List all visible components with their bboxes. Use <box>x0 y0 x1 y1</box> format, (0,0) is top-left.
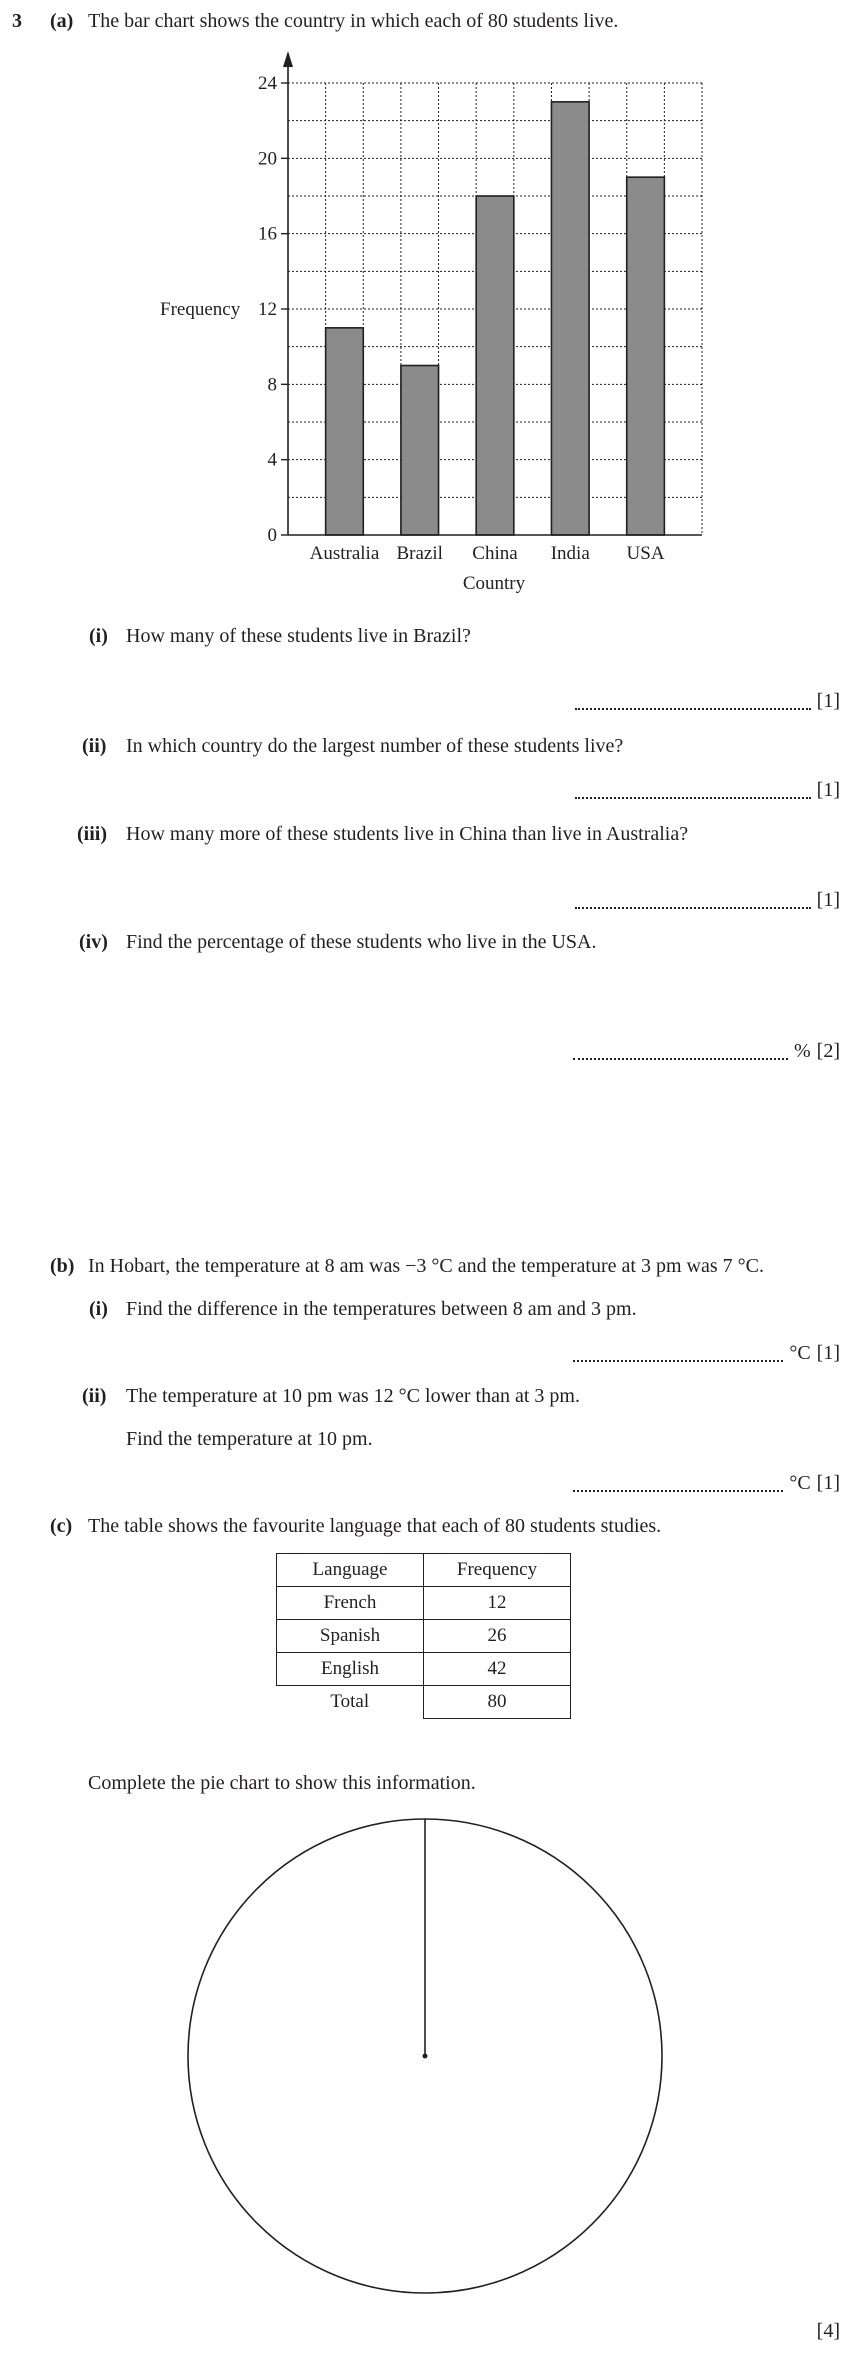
unit: °C <box>789 1342 811 1364</box>
answer-field[interactable] <box>573 1058 788 1060</box>
part-a-iii-label: (iii) <box>77 823 107 845</box>
bar-usa <box>627 177 665 535</box>
answer-line-a-iii <box>575 889 840 912</box>
table-header-row <box>277 1554 571 1587</box>
table-cell: 12 <box>424 1587 571 1620</box>
part-a-iii-text: How many more of these students live in China than live in Australia? <box>126 823 689 845</box>
part-a-iv-label: (iv) <box>79 931 108 953</box>
mark: [1] <box>816 1472 840 1494</box>
table-total-row <box>277 1686 571 1719</box>
answer-field[interactable] <box>573 1490 783 1492</box>
chart-bars <box>326 102 665 535</box>
answer-field[interactable] <box>575 708 811 710</box>
answer-line-b-ii <box>573 1472 840 1495</box>
table-total-label: Total <box>330 1691 370 1713</box>
bar-brazil <box>401 366 439 536</box>
bar-india <box>551 102 589 535</box>
language-table <box>276 1553 571 1719</box>
table-row <box>277 1653 571 1686</box>
mark: [1] <box>816 779 840 801</box>
part-b-label: (b) <box>50 1255 75 1277</box>
table-cell: Spanish <box>277 1620 424 1653</box>
y-tick-label: 4 <box>267 449 277 471</box>
unit: % <box>794 1040 811 1062</box>
table-total-value: 80 <box>424 1686 571 1719</box>
answer-line-a-i <box>575 690 840 713</box>
x-tick-label: Australia <box>309 543 380 564</box>
part-a-ii-label: (ii) <box>82 735 107 757</box>
part-b-i-label: (i) <box>89 1298 108 1320</box>
part-b-i-text: Find the difference in the temperatures between 8 am and 3 pm. <box>126 1298 637 1320</box>
bar-australia <box>326 328 364 535</box>
chart-x-ticks <box>310 543 665 564</box>
part-b-ii-text2: Find the temperature at 10 pm. <box>126 1428 373 1450</box>
y-tick-label: 8 <box>267 374 277 396</box>
bar-chart <box>0 40 853 600</box>
x-tick-label: Brazil <box>396 543 443 564</box>
mark: [2] <box>816 1040 840 1062</box>
mark: [1] <box>816 1342 840 1364</box>
answer-field[interactable] <box>573 1360 783 1362</box>
x-tick-label: India <box>550 543 590 564</box>
y-tick-label: 20 <box>258 148 277 170</box>
answer-line-b-i <box>573 1342 840 1365</box>
part-a-label: (a) <box>50 10 74 32</box>
part-a-ii-text: In which country do the largest number of these students live? <box>126 735 624 757</box>
chart-y-ticks <box>258 73 288 546</box>
x-axis-label: Country <box>462 573 526 594</box>
mark: [1] <box>816 690 840 712</box>
part-c-mark: [4] <box>816 2320 840 2342</box>
table-cell: 26 <box>424 1620 571 1653</box>
answer-line-a-iv <box>573 1040 840 1063</box>
answer-field[interactable] <box>575 797 811 799</box>
pie-centre-dot <box>423 2054 428 2059</box>
part-c-instruction: Complete the pie chart to show this information. <box>88 1772 476 1794</box>
part-a-i-text: How many of these students live in Brazil? <box>126 625 471 647</box>
y-tick-label: 0 <box>267 525 277 546</box>
y-tick-label: 24 <box>258 73 277 94</box>
x-tick-label: China <box>472 543 518 564</box>
part-a-intro: The bar chart shows the country in which each of 80 students live. <box>88 10 619 32</box>
table-header: Frequency <box>424 1554 571 1587</box>
answer-line-a-ii <box>575 779 840 802</box>
table-cell: 42 <box>424 1653 571 1686</box>
answer-field[interactable] <box>575 907 811 909</box>
y-tick-label: 12 <box>258 299 277 320</box>
y-tick-label: 16 <box>258 223 277 245</box>
unit: °C <box>789 1472 811 1494</box>
x-tick-label: USA <box>626 543 665 564</box>
y-axis-arrow-icon <box>283 51 293 67</box>
table-cell: English <box>277 1653 424 1686</box>
part-a-i-label: (i) <box>89 625 108 647</box>
part-b-intro: In Hobart, the temperature at 8 am was −3 °C and the temperature at 3 pm was 7 °C. <box>88 1255 764 1277</box>
part-a-iv-text: Find the percentage of these students who live in the USA. <box>126 931 597 953</box>
table-row <box>277 1620 571 1653</box>
table-cell: French <box>277 1587 424 1620</box>
table-row <box>277 1587 571 1620</box>
part-c-intro: The table shows the favourite language that each of 80 students studies. <box>88 1515 662 1537</box>
pie-chart-outline[interactable] <box>0 1810 853 2310</box>
mark: [1] <box>816 889 840 911</box>
part-c-label: (c) <box>50 1515 73 1537</box>
table-header: Language <box>277 1554 424 1587</box>
bar-china <box>476 196 514 535</box>
part-b-ii-text: The temperature at 10 pm was 12 °C lower than at 3 pm. <box>126 1385 580 1407</box>
question-number: 3 <box>12 10 22 32</box>
y-axis-label: Frequency <box>160 299 241 320</box>
part-b-ii-label: (ii) <box>82 1385 107 1407</box>
